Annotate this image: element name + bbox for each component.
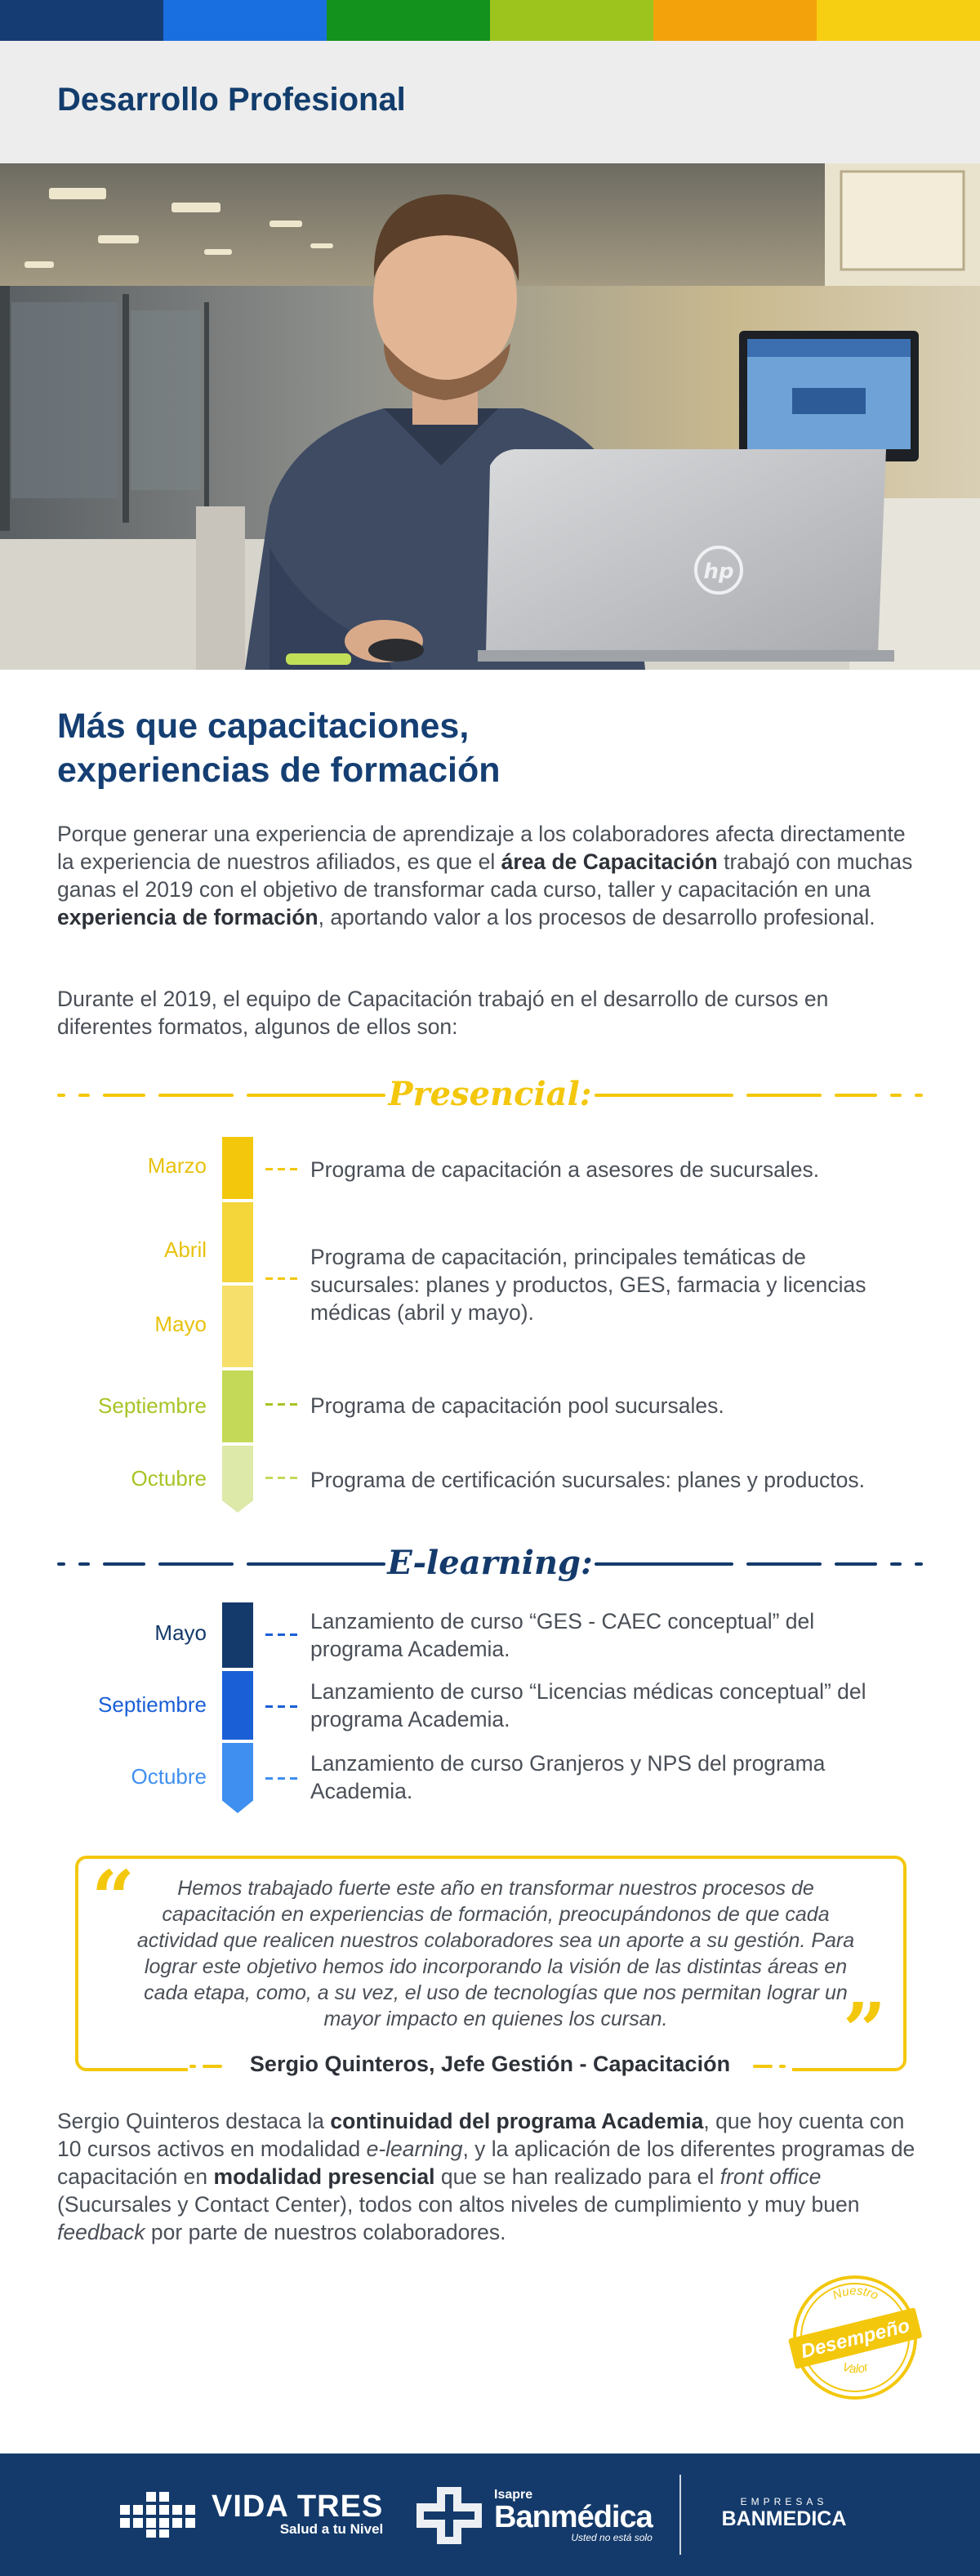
timeline-segment [222, 1286, 253, 1367]
closing-bold: continuidad del programa Academia [330, 2109, 704, 2133]
timeline-month: Mayo [154, 1312, 207, 1336]
timeline-segment-arrow [222, 1446, 253, 1513]
isapre-label: Isapre [494, 2488, 533, 2502]
timeline-segment [222, 1602, 253, 1668]
closing-text: por parte de nuestros colaboradores. [145, 2220, 506, 2244]
divider-right-dashes [595, 1562, 923, 1566]
presencial-divider [57, 1070, 923, 1119]
footer [0, 2453, 980, 2576]
timeline-segment [222, 1671, 253, 1740]
timeline-connector [265, 1633, 298, 1636]
presencial-label: Presencial: [388, 1075, 592, 1113]
closing-italic: front office [719, 2164, 822, 2189]
top-color-bar [0, 0, 980, 41]
top-color-bar-segment [163, 0, 327, 41]
vidatres-logo [118, 2490, 383, 2539]
timeline-segment [222, 1370, 253, 1442]
nuestro-desempeno-stamp [788, 2271, 923, 2405]
elearning-divider [57, 1539, 923, 1588]
stamp-top-text: Nuestro [831, 2284, 881, 2303]
intro-text-2: trabajó con muchas ganas el 2019 con el objetivo de transformar cada curso, taller y capacitación en una [57, 849, 913, 902]
quote-text: Hemos trabajado fuerte este año en transformar nuestros procesos de capacitación en experiencias de formación, preocupándonos de que cada actividad que realicen nuestros colaboradores sea un aporte a su gestión. Para lograr este objetivo hemos ido incorporando la visión de las distintas áreas en cada etapa, como, a su vez, el uso de tecnologías que nos permitan lograr un mayor impacto en quienes los cursan. [136, 1877, 855, 2030]
closing-paragraph [57, 2107, 931, 2246]
timeline-connector [265, 1168, 298, 1170]
intro-bold-2: experiencia de formación [57, 905, 318, 929]
closing-text: , que hoy cuenta con 10 cursos activos en modalidad [57, 2109, 905, 2161]
closing-italic: e-learning [366, 2137, 463, 2161]
empresas-banmedica-logo [710, 2496, 858, 2531]
page-header [0, 41, 980, 163]
closing-text: , y la aplicación de los diferentes programas de capacitación en [57, 2137, 915, 2189]
timeline-connector [265, 1403, 298, 1406]
timeline-month: Octubre [131, 1764, 207, 1789]
timeline-segment [222, 1137, 253, 1199]
closing-bold: modalidad presencial [213, 2164, 435, 2189]
closing-italic: feedback [57, 2220, 145, 2244]
timeline-connector [265, 1477, 298, 1479]
intro-text-3: , aportando valor a los procesos de desarrollo profesional. [318, 905, 875, 929]
timeline-segment-arrow [222, 1743, 253, 1813]
divider-right-dashes [595, 1094, 923, 1097]
timeline-item-text: Lanzamiento de curso “Licencias médicas conceptual” del programa Academia. [310, 1679, 866, 1731]
stamp-bottom-text: Valor [840, 2360, 871, 2377]
svg-text:hp: hp [703, 559, 734, 584]
timeline-item-text: Programa de capacitación a asesores de sucursales. [310, 1157, 820, 1182]
banmedica-tagline: Usted no está solo [571, 2532, 653, 2543]
timeline-month: Septiembre [98, 1393, 207, 1418]
top-color-bar-segment [490, 0, 653, 41]
page-title: Desarrollo Profesional [57, 82, 406, 118]
empresas-name: BANMEDICA [721, 2507, 847, 2530]
closing-text: (Sucursales y Contact Center), todos con altos niveles de cumplimiento y muy buen [57, 2192, 860, 2217]
section-title [57, 704, 501, 792]
timeline-month: Marzo [147, 1153, 207, 1178]
closing-text: Sergio Quinteros destaca la [57, 2109, 331, 2133]
stamp-middle-text: Desempeño [799, 2314, 912, 2364]
top-color-bar-segment [653, 0, 817, 41]
top-color-bar-segment [817, 0, 980, 41]
top-color-bar-segment [0, 0, 163, 41]
section-title-line2: experiencias de formación [57, 751, 501, 790]
timeline-item-text: Programa de capacitación pool sucursales. [310, 1393, 724, 1418]
intro-bold-1: área de Capacitación [501, 849, 718, 874]
section-title-line1: Más que capacitaciones, [57, 706, 470, 746]
timeline-connector [265, 1277, 298, 1280]
timeline-item-text: Lanzamiento de curso “GES - CAEC conceptual” del programa Academia. [310, 1609, 815, 1661]
timeline-segment [222, 1202, 253, 1282]
banmedica-name: Banmédica [494, 2500, 653, 2534]
banmedica-logo [412, 2483, 653, 2548]
man-using-laptop-photo [0, 163, 980, 670]
quote-author: Sergio Quinteros, Jefe Gestión - Capacitación [249, 2052, 731, 2076]
timeline-month: Abril [163, 1237, 207, 1262]
empresas-label: EMPRESAS [740, 2496, 828, 2507]
timeline-connector [265, 1777, 298, 1780]
timeline-connector [265, 1705, 298, 1708]
elearning-label: E-learning: [387, 1544, 593, 1582]
banmedica-cross-icon [412, 2483, 486, 2548]
intro-text-1: Porque generar una experiencia de aprendizaje a los colaboradores afecta directamente la experiencia de nuestros afiliados, es que el [57, 822, 906, 874]
timeline-month: Octubre [131, 1466, 207, 1491]
closing-text: que se han realizado para el [434, 2164, 720, 2189]
footer-divider [679, 2475, 681, 2555]
vidatres-tagline: Salud a tu Nivel [279, 2521, 384, 2537]
vidatres-cross-icon [118, 2490, 200, 2539]
svg-text:Valor [841, 2360, 871, 2376]
timeline-item-text: Programa de certificación sucursales: planes y productos. [310, 1468, 866, 1492]
top-color-bar-segment [327, 0, 490, 41]
close-quote-icon: ” [843, 1986, 886, 2075]
intro-paragraph [57, 820, 923, 931]
timeline-item-text: Lanzamiento de curso Granjeros y NPS del programa Academia. [310, 1751, 826, 1803]
intro-paragraph-2: Durante el 2019, el equipo de Capacitación trabajó en el desarrollo de cursos en diferentes formatos, algunos de ellos son: [57, 987, 829, 1039]
open-quote-icon: “ [91, 1854, 135, 1942]
timeline-month: Mayo [154, 1620, 207, 1645]
timeline-item-text: Programa de capacitación, principales temáticas de sucursales: planes y productos, GES, farmacia y licencias médicas (abril y mayo). [310, 1245, 866, 1325]
timeline-month: Septiembre [98, 1692, 207, 1717]
vidatres-name: VIDA TRES [212, 2489, 384, 2524]
